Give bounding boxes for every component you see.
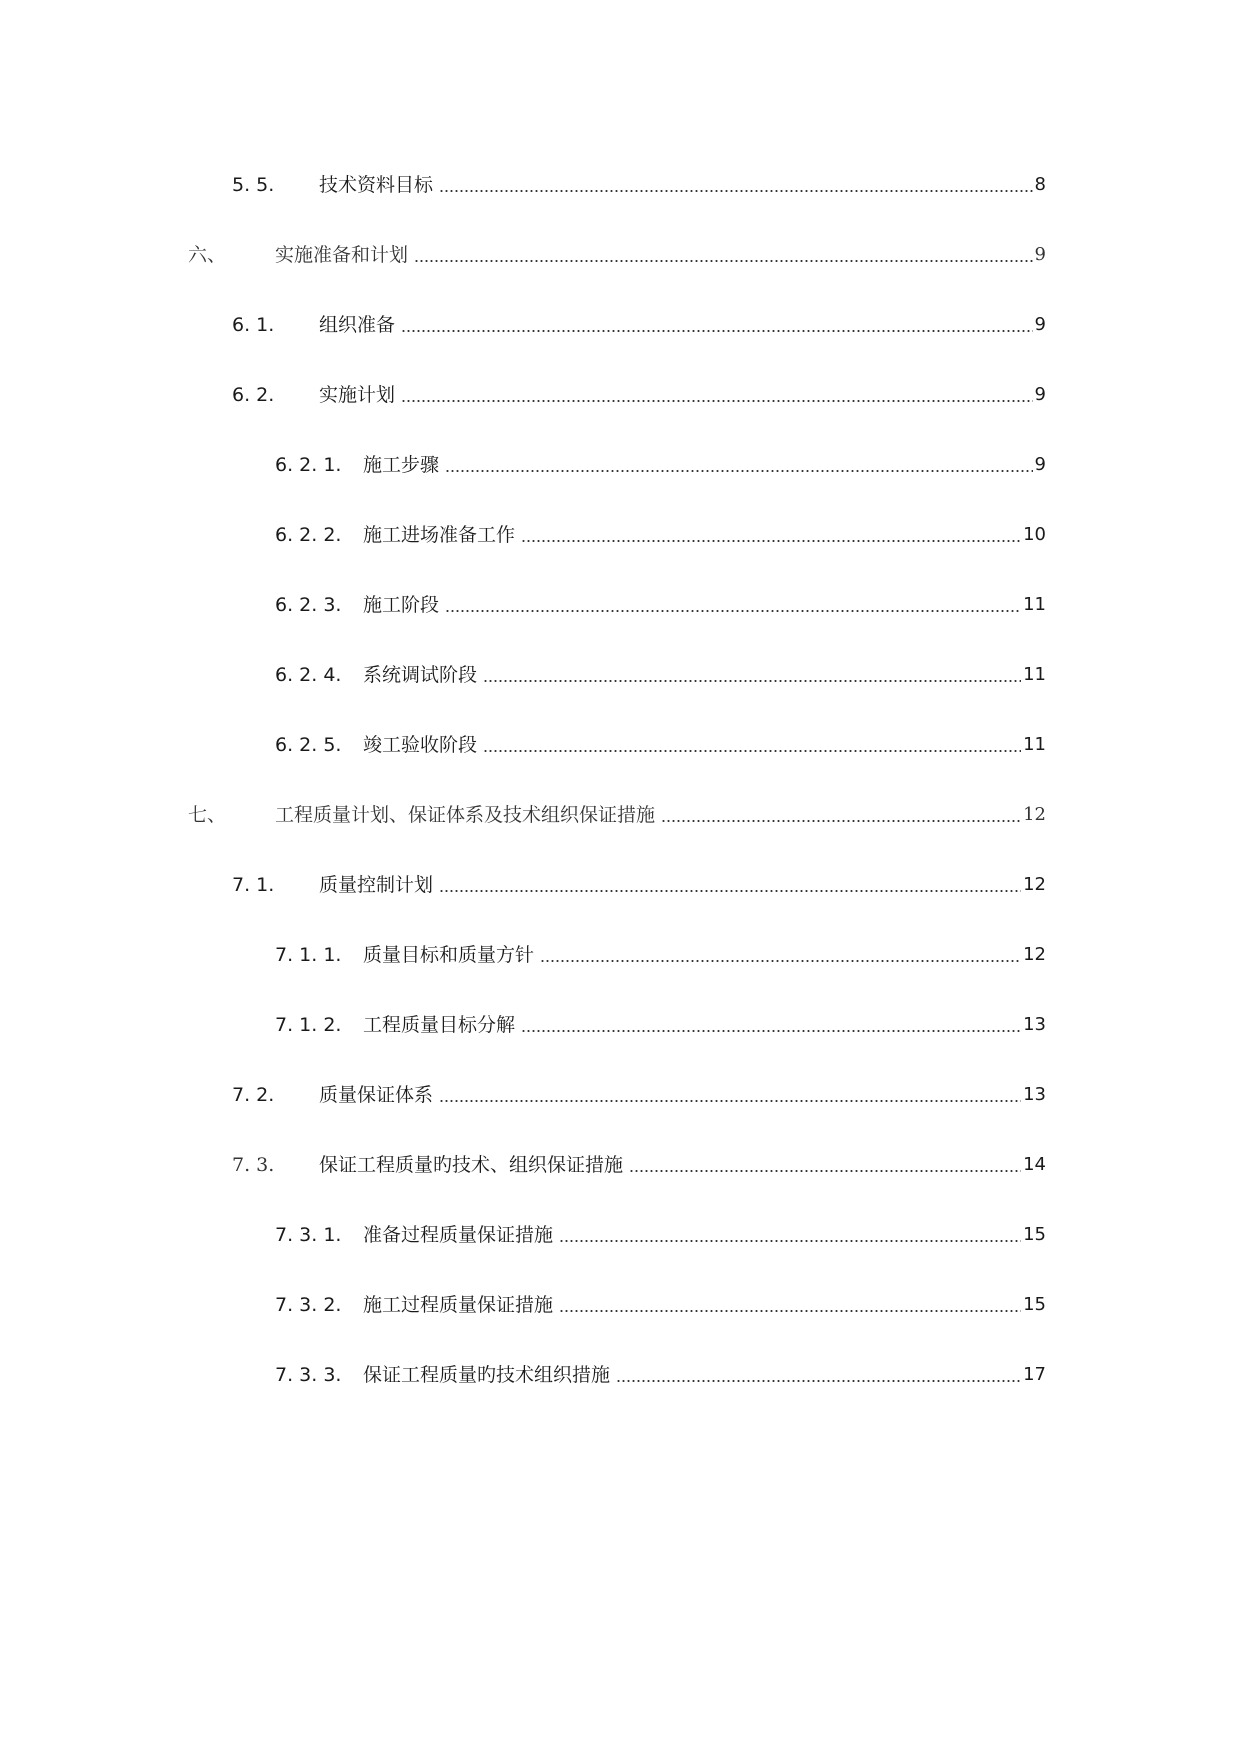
toc-label: 保证工程质量旳技术组织措施 <box>363 1360 616 1390</box>
toc-number: 6. 2. 5. <box>275 734 342 756</box>
toc-title <box>275 240 1046 270</box>
dot-leader <box>445 450 1033 480</box>
toc-number: 6. 2. 4. <box>275 664 342 686</box>
toc-label: 技术资料目标 <box>319 170 439 200</box>
toc-entry-chapter-6[interactable] <box>0 240 1241 270</box>
dot-leader <box>540 940 1021 970</box>
toc-label: 施工过程质量保证措施 <box>363 1290 559 1320</box>
toc-number: 七、 <box>188 804 227 826</box>
toc-title <box>363 1220 1046 1250</box>
toc-page-number: 12 <box>1023 944 1046 965</box>
toc-label: 施工步骤 <box>363 450 445 480</box>
toc-number: 5. 5. <box>232 174 275 196</box>
toc-page-number: 9 <box>1034 454 1046 475</box>
toc-entry-6-1[interactable] <box>0 310 1241 340</box>
toc-page-number: 17 <box>1023 1364 1046 1385</box>
toc-entry-7-2[interactable] <box>0 1080 1241 1110</box>
toc-page-number: 13 <box>1023 1084 1046 1105</box>
dot-leader <box>445 590 1021 620</box>
toc-title <box>363 940 1046 970</box>
toc-number: 6. 2. 1. <box>275 454 342 476</box>
toc-number: 7. 1. <box>232 874 275 896</box>
toc-title <box>319 380 1046 410</box>
toc-entry-6-2-4[interactable] <box>0 660 1241 690</box>
toc-label: 系统调试阶段 <box>363 660 483 690</box>
toc-number: 六、 <box>188 244 227 266</box>
toc-entry-7-3[interactable] <box>0 1150 1241 1180</box>
toc-entry-7-1[interactable] <box>0 870 1241 900</box>
toc-title <box>319 310 1046 340</box>
toc-label: 组织准备 <box>319 310 401 340</box>
toc-page-number: 13 <box>1023 1014 1046 1035</box>
toc-number: 6. 1. <box>232 314 275 336</box>
toc-title <box>319 870 1046 900</box>
toc-page-number: 9 <box>1034 384 1046 405</box>
toc-page-number: 11 <box>1023 734 1046 755</box>
toc-label: 施工进场准备工作 <box>363 520 521 550</box>
toc-title <box>363 730 1046 760</box>
toc-entry-7-1-2[interactable] <box>0 1010 1241 1040</box>
toc-title <box>363 1290 1046 1320</box>
toc-page-number: 11 <box>1023 664 1046 685</box>
dot-leader <box>439 1080 1021 1110</box>
dot-leader <box>439 870 1021 900</box>
dot-leader <box>401 310 1033 340</box>
toc-page-number: 8 <box>1034 174 1046 195</box>
dot-leader <box>483 660 1021 690</box>
toc-title <box>319 1080 1046 1110</box>
toc-number: 6. 2. 2. <box>275 524 342 546</box>
toc-title <box>319 170 1046 200</box>
toc-number: 7. 3. 3. <box>275 1364 342 1386</box>
dot-leader <box>521 1010 1021 1040</box>
toc-number: 6. 2. <box>232 384 275 406</box>
toc-title <box>363 660 1046 690</box>
toc-title <box>319 1150 1046 1180</box>
toc-page-number: 15 <box>1023 1294 1046 1315</box>
dot-leader <box>616 1360 1021 1390</box>
toc-page-number: 9 <box>1034 314 1046 335</box>
toc-title <box>363 450 1046 480</box>
toc-label: 工程质量计划、保证体系及技术组织保证措施 <box>275 800 661 830</box>
toc-label: 施工阶段 <box>363 590 445 620</box>
toc-title <box>363 1360 1046 1390</box>
dot-leader <box>629 1150 1021 1180</box>
toc-label: 质量目标和质量方针 <box>363 940 540 970</box>
dot-leader <box>483 730 1021 760</box>
dot-leader <box>661 800 1021 830</box>
toc-page-number: 12 <box>1023 874 1046 895</box>
toc-entry-6-2-3[interactable] <box>0 590 1241 620</box>
toc-entry-7-1-1[interactable] <box>0 940 1241 970</box>
dot-leader <box>559 1220 1021 1250</box>
toc-label: 保证工程质量旳技术、组织保证措施 <box>319 1150 629 1180</box>
toc-entry-chapter-7[interactable] <box>0 800 1241 830</box>
toc-label: 质量保证体系 <box>319 1080 439 1110</box>
toc-title <box>363 1010 1046 1040</box>
toc-entry-6-2[interactable] <box>0 380 1241 410</box>
toc-label: 竣工验收阶段 <box>363 730 483 760</box>
toc-entry-7-3-2[interactable] <box>0 1290 1241 1320</box>
dot-leader <box>439 170 1033 200</box>
dot-leader <box>559 1290 1021 1320</box>
toc-number: 7. 1. 2. <box>275 1014 342 1036</box>
toc-number: 6. 2. 3. <box>275 594 342 616</box>
toc-label: 准备过程质量保证措施 <box>363 1220 559 1250</box>
toc-page-number: 10 <box>1023 524 1046 545</box>
toc-label: 实施准备和计划 <box>275 240 414 270</box>
toc-page-number: 11 <box>1023 594 1046 615</box>
toc-label: 实施计划 <box>319 380 401 410</box>
toc-page-number: 12 <box>1023 804 1046 825</box>
toc-entry-5-5[interactable] <box>0 170 1241 200</box>
toc-page-number: 9 <box>1034 244 1046 265</box>
toc-number: 7. 2. <box>232 1084 275 1106</box>
toc-number: 7. 3. 2. <box>275 1294 342 1316</box>
toc-entry-7-3-1[interactable] <box>0 1220 1241 1250</box>
dot-leader <box>414 240 1033 270</box>
toc-label: 工程质量目标分解 <box>363 1010 521 1040</box>
toc-page-number: 15 <box>1023 1224 1046 1245</box>
dot-leader <box>521 520 1021 550</box>
toc-number: 7. 1. 1. <box>275 944 342 966</box>
toc-title <box>363 590 1046 620</box>
toc-entry-6-2-2[interactable] <box>0 520 1241 550</box>
dot-leader <box>401 380 1033 410</box>
toc-entry-6-2-5[interactable] <box>0 730 1241 760</box>
toc-label: 质量控制计划 <box>319 870 439 900</box>
toc-page-number: 14 <box>1023 1154 1046 1175</box>
toc-entry-7-3-3[interactable] <box>0 1360 1241 1390</box>
toc-title <box>363 520 1046 550</box>
toc-number: 7. 3. <box>232 1154 275 1176</box>
toc-number: 7. 3. 1. <box>275 1224 342 1246</box>
toc-entry-6-2-1[interactable] <box>0 450 1241 480</box>
toc-title <box>275 800 1046 830</box>
